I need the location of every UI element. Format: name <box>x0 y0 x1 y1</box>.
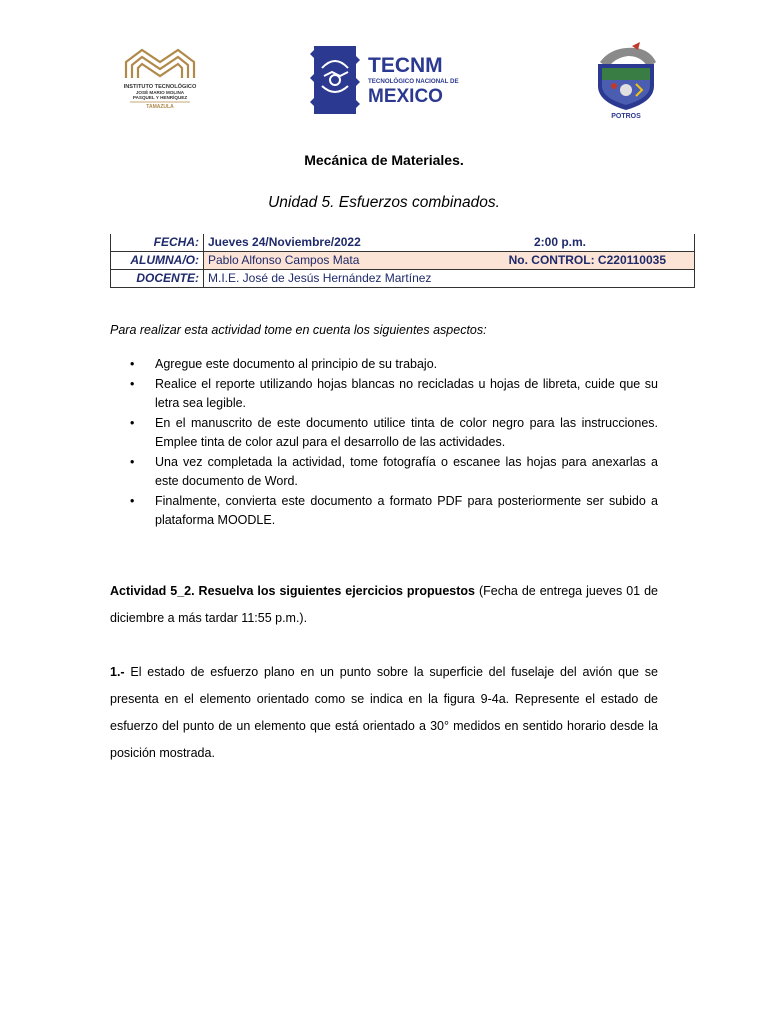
alumno-value: Pablo Alfonso Campos Mata <box>208 253 360 267</box>
logo-left-line4: TAMAZULA <box>146 104 174 110</box>
potros-logo <box>592 42 660 120</box>
document-subtitle: Unidad 5. Esfuerzos combinados. <box>268 194 500 211</box>
bullet-icon: • <box>130 493 135 508</box>
list-item <box>110 414 658 453</box>
logo-left-line2: JOSÉ MARIO MOLINA <box>135 90 185 95</box>
logo-tecnm-word3: MEXICO <box>368 86 443 107</box>
docente-label: DOCENTE: <box>111 270 204 288</box>
list-item <box>110 453 658 492</box>
info-table <box>110 234 695 288</box>
list-item <box>110 492 658 531</box>
intro-text: Para realizar esta actividad tome en cuenta los siguientes aspectos: <box>110 323 487 337</box>
list-item <box>110 355 658 375</box>
hora-value: 2:00 p.m. <box>533 235 586 249</box>
logo-tecnm-word1: TECNM <box>368 54 443 77</box>
alumno-cell <box>204 252 695 270</box>
exercise-number: 1.- <box>110 665 125 679</box>
bullet-icon: • <box>130 454 135 469</box>
logo-right-label: POTROS <box>611 113 641 120</box>
activity-heading: Actividad 5_2. Resuelva los siguientes ejercicios propuestos <box>110 584 475 598</box>
logo-left-line3: PASQUEL Y HENRÍQUEZ <box>132 95 188 100</box>
bullet-icon: • <box>130 415 135 430</box>
docente-value: M.I.E. José de Jesús Hernández Martínez <box>204 270 695 288</box>
fecha-value: Jueves 24/Noviembre/2022 <box>208 235 361 249</box>
aspect-text: Realice el reporte utilizando hojas blancas no recicladas u hojas de libreta, cuide que su letra sea legible. <box>155 376 658 410</box>
logo-tecnm-word2: TECNOLÓGICO NACIONAL DE <box>368 78 459 85</box>
aspect-text: Agregue este documento al principio de su trabajo. <box>155 357 438 371</box>
list-item <box>110 375 658 414</box>
fecha-label: FECHA: <box>111 234 204 252</box>
activity-deadline: (Fecha de entrega jueves 01 de diciembre a más tardar 11:55 p.m.). <box>110 584 658 625</box>
exercise-paragraph <box>110 659 658 767</box>
fecha-cell <box>204 234 695 252</box>
aspect-text: Finalmente, convierta este documento a formato PDF para posteriormente ser subido a plataforma MOODLE. <box>155 493 658 527</box>
control-value: No. CONTROL: C220110035 <box>508 253 666 267</box>
info-row-alumno <box>111 252 695 270</box>
aspect-text: Una vez completada la actividad, tome fotografía o escanee las hojas para anexarlas a este documento de Word. <box>155 454 658 488</box>
alumno-label: ALUMNA/O: <box>111 252 204 270</box>
document-title: Mecánica de Materiales. <box>304 152 464 168</box>
logo-left-line1: INSTITUTO TECNOLÓGICO <box>123 84 197 90</box>
aspect-text: En el manuscrito de este documento utilice tinta de color negro para las instrucciones. Emplee tinta de color azul para el desarrollo de las actividades. <box>155 415 658 449</box>
activity-paragraph <box>110 578 658 632</box>
bullet-icon: • <box>130 376 135 391</box>
aspects-list <box>110 355 658 531</box>
info-row-docente <box>111 270 695 288</box>
tecnm-logo <box>310 42 460 118</box>
itjm-logo <box>112 44 208 112</box>
exercise-text: El estado de esfuerzo plano en un punto sobre la superficie del fuselaje del avión que se presenta en el elemento orientado como se indica en la figura 9-4a. Represente el estado de esfuerzo del punto de un elemento que está orientado a 30° medidos en sentido horario desde la posición mostrada. <box>110 665 658 760</box>
bullet-icon: • <box>130 357 135 371</box>
info-row-fecha <box>111 234 695 252</box>
